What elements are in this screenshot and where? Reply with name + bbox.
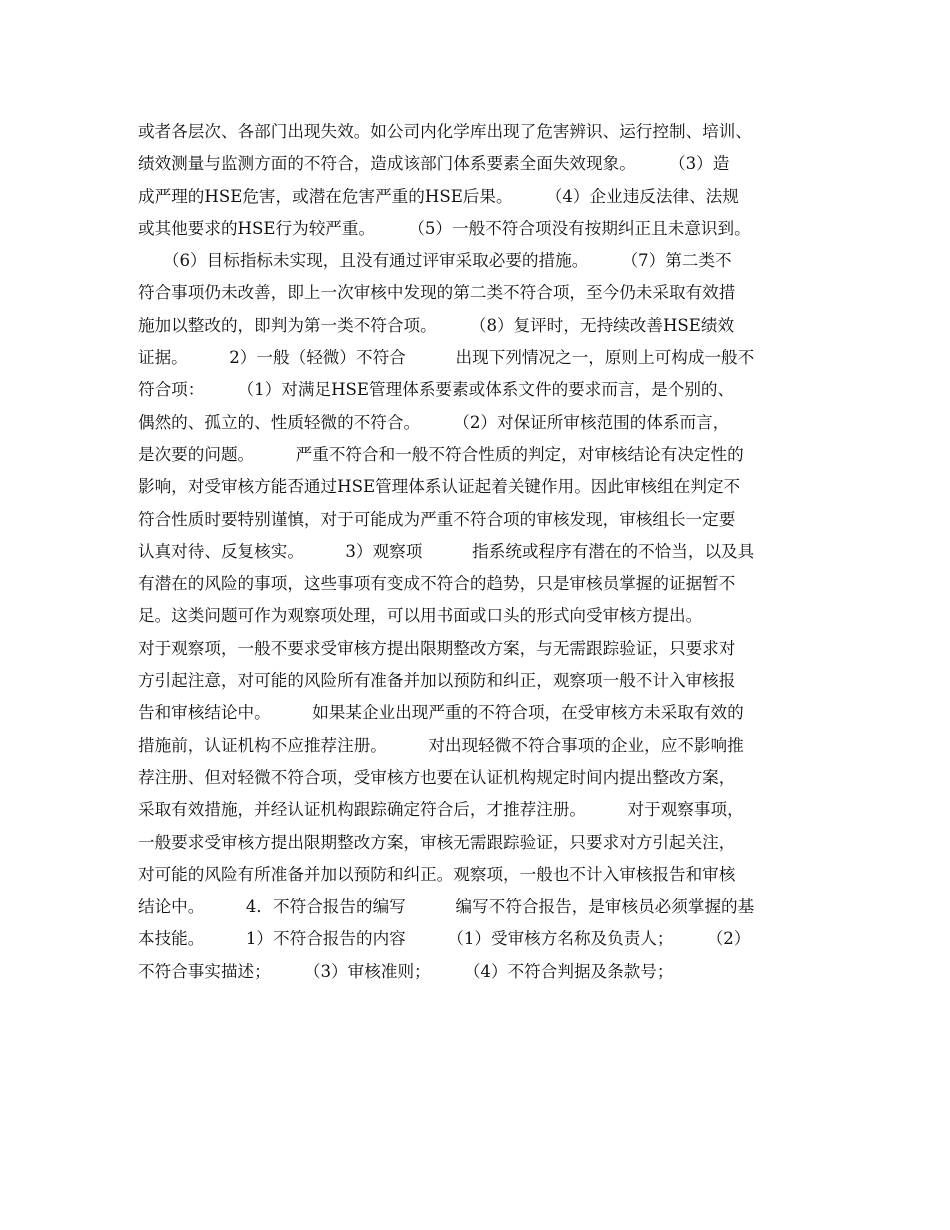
text-line-11: 是次要的问题。 严重不符合和一般不符合性质的判定，对审核结论有决定性的 bbox=[138, 444, 744, 464]
text-line-9: 符合项： （1）对满足HSE管理体系要素或体系文件的要求而言，是个别的、 bbox=[138, 380, 735, 400]
text-line-21: 荐注册、但对轻微不符合项，受审核方也要在认证机构规定时间内提出整改方案， bbox=[138, 767, 736, 787]
text-line-22: 采取有效措施，并经认证机构跟踪确定符合后，才推荐注册。 对于观察事项， bbox=[138, 800, 744, 820]
text-line-26: 本技能。 1）不符合报告的内容 （1）受审核方名称及负责人； （2） bbox=[138, 929, 751, 949]
text-line-10: 偶然的、孤立的、性质轻微的不符合。 （2）对保证所审核范围的体系而言， bbox=[138, 412, 730, 432]
text-line-3: 成严理的HSE危害，或潜在危害严重的HSE后果。 （4）企业违反法律、法规 bbox=[138, 186, 739, 206]
text-line-17: 对于观察项，一般不要求受审核方提出限期整改方案，与无需跟踪验证，只要求对 bbox=[138, 638, 736, 658]
text-line-24: 对可能的风险有所准备并加以预防和纠正。观察项，一般也不计入审核报告和审核 bbox=[138, 864, 736, 884]
text-line-12: 影响，对受审核方能否通过HSE管理体系认证起着关键作用。因此审核组在判定不 bbox=[138, 477, 741, 497]
text-line-6: 符合事项仍未改善，即上一次审核中发现的第二类不符合项，至今仍未采取有效措 bbox=[138, 283, 736, 303]
text-line-1: 或者各层次、各部门出现失效。如公司内化学库出现了危害辨识、运行控制、培训、 bbox=[138, 122, 752, 141]
text-line-27: 不符合事实描述； （3）审核准则； （4）不符合判据及条款号； bbox=[138, 961, 674, 981]
text-line-23: 一般要求受审核方提出限期整改方案，审核无需跟踪验证，只要求对方引起关注， bbox=[138, 832, 736, 852]
text-line-18: 方引起注意，对可能的风险所有准备并加以预防和纠正，观察项一般不计入审核报 bbox=[138, 671, 736, 691]
text-line-16: 足。这类问题可作为观察项处理，可以用书面或口头的形式向受审核方提出。 bbox=[138, 606, 703, 626]
text-line-13: 符合性质时要特别谨慎，对于可能成为严重不符合项的审核发现，审核组长一定要 bbox=[138, 509, 736, 529]
text-line-25: 结论中。 4．不符合报告的编写 编写不符合报告，是审核员必须掌握的基 bbox=[138, 897, 755, 917]
text-line-5: （6）目标指标未实现，且没有通过评审采取必要的措施。 （7）第二类不 bbox=[138, 251, 732, 271]
text-line-14: 认真对待、反复核实。 3）观察项 指系统或程序有潜在的不恰当，以及具 bbox=[138, 541, 755, 561]
text-line-8: 证据。 2）一般（轻微）不符合 出现下列情况之一，原则上可构成一般不 bbox=[138, 348, 755, 368]
text-line-19: 告和审核结论中。 如果某企业出现严重的不符合项，在受审核方未采取有效的 bbox=[138, 703, 744, 723]
text-line-4: 或其他要求的HSE行为较严重。 （5）一般不符合项没有按期纠正且未意识到。 bbox=[138, 218, 751, 238]
text-line-15: 有潜在的风险的事项，这些事项有变成不符合的趋势，只是审核员掌握的证据暂不 bbox=[138, 574, 736, 594]
body-text bbox=[138, 116, 818, 988]
text-line-7: 施加以整改的，即判为第一类不符合项。 （8）复评时，无持续改善HSE绩效 bbox=[138, 315, 735, 335]
text-line-2: 绩效测量与监测方面的不符合，造成该部门体系要素全面失效现象。 （3）造 bbox=[138, 154, 730, 174]
text-line-20: 措施前，认证机构不应推荐注册。 对出现轻微不符合事项的企业，应不影响推 bbox=[138, 735, 744, 755]
